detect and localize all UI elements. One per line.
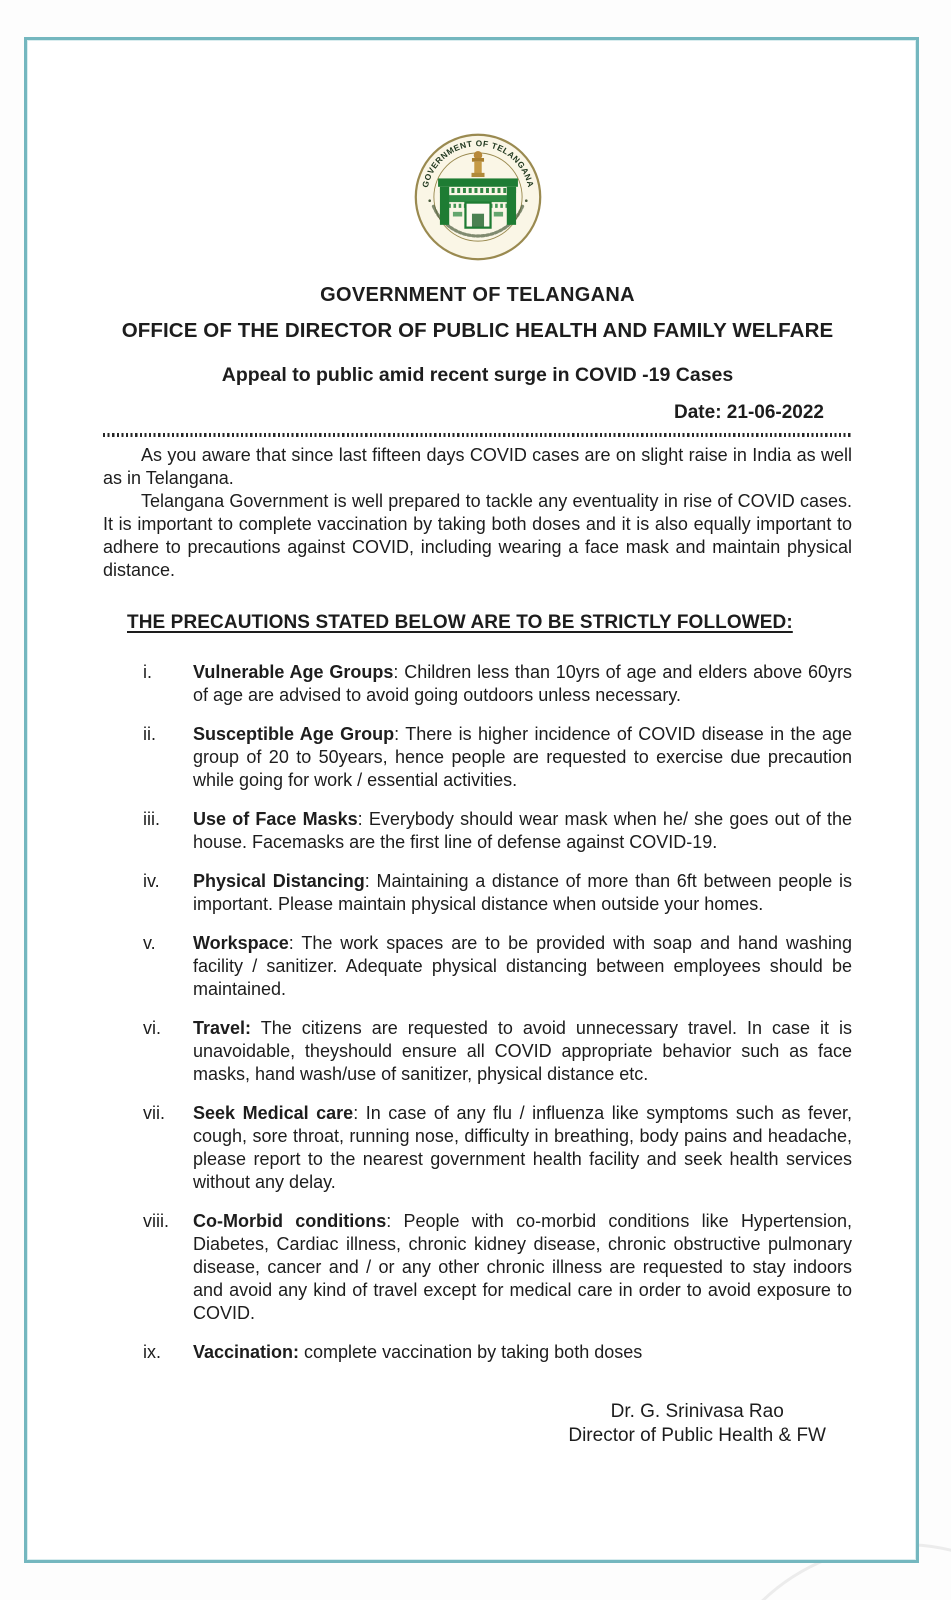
item-label: Travel:	[193, 1018, 252, 1038]
item-body: : There is higher incidence of COVID disease in the age group of 20 to 50years, hence people are requested to exercise due precaution while going for work / essential activities.	[193, 724, 852, 790]
dotted-divider	[103, 433, 852, 437]
item-label: Seek Medical care	[193, 1103, 354, 1123]
item-numeral: viii.	[143, 1211, 169, 1231]
intro-paragraph-1: As you aware that since last fifteen days COVID cases are on slight raise in India as well as in Telangana.	[103, 445, 852, 488]
item-numeral: vii.	[143, 1103, 165, 1123]
list-item-vaccination	[143, 1341, 852, 1364]
item-text	[193, 1210, 852, 1325]
item-body: : People with co-morbid conditions like Hypertension, Diabetes, Cardiac illness, chronic kidney disease, chronic obstructive pulmonary disease, cancer and / or any other chronic illness are requested to stay indoors and avoid any kind of travel except for medical care in order to avoid exposure to COVID.	[193, 1211, 852, 1323]
telangana-state-emblem-logo	[413, 132, 543, 262]
item-text	[193, 1017, 852, 1086]
item-body: : In case of any flu / influenza like symptoms such as fever, cough, sore throat, running nose, difficulty in breathing, body pains and headache, please report to the nearest government health facility and seek health services without any delay.	[193, 1103, 852, 1192]
list-item-use-of-face-masks	[143, 808, 852, 854]
office-title: OFFICE OF THE DIRECTOR OF PUBLIC HEALTH AND FAMILY WELFARE	[121, 319, 834, 342]
precautions-heading: THE PRECAUTIONS STATED BELOW ARE TO BE STRICTLY FOLLOWED:	[127, 612, 793, 633]
item-label: Vaccination:	[193, 1342, 300, 1362]
list-item-seek-medical-care	[143, 1102, 852, 1194]
list-item-susceptible-age-group	[143, 723, 852, 792]
list-item-vulnerable-age-groups	[143, 661, 852, 707]
item-text	[193, 808, 852, 854]
item-text	[193, 1341, 852, 1364]
item-numeral: iii.	[143, 809, 160, 829]
seal-svg	[413, 132, 543, 262]
item-label: Co-Morbid conditions	[193, 1211, 387, 1231]
precautions-list	[143, 661, 852, 1364]
seal-curved-text: GOVERNMENT OF TELANGANA	[419, 138, 536, 189]
item-text	[193, 1102, 852, 1194]
item-numeral: v.	[143, 933, 156, 953]
item-text	[193, 723, 852, 792]
item-label: Use of Face Masks	[193, 809, 358, 829]
document-content	[27, 40, 916, 1448]
list-item-physical-distancing	[143, 870, 852, 916]
list-item-co-morbid-conditions	[143, 1210, 852, 1325]
signature-inner	[568, 1400, 826, 1448]
date-line: Date: 21-06-2022	[674, 402, 824, 423]
item-body: : The work spaces are to be provided with soap and hand washing facility / sanitizer. Adequate physical distancing between employees should be maintained.	[193, 933, 852, 999]
item-body: : Everybody should wear mask when he/ she goes out of the house. Facemasks are the first line of defense against COVID-19.	[193, 809, 853, 852]
item-numeral: ii.	[143, 724, 156, 744]
item-body: : Children less than 10yrs of age and elders above 60yrs of age are advised to avoid going outdoors unless necessary.	[193, 662, 852, 705]
item-numeral: iv.	[143, 871, 160, 891]
item-numeral: i.	[143, 662, 152, 682]
intro-section	[103, 444, 852, 582]
subject-title: Appeal to public amid recent surge in COVID -19 Cases	[221, 364, 734, 386]
signature-block	[103, 1400, 826, 1448]
item-numeral: ix.	[143, 1342, 161, 1362]
document-border-frame	[24, 37, 919, 1563]
org-title: GOVERNMENT OF TELANGANA	[320, 284, 635, 306]
item-label: Susceptible Age Group	[193, 724, 395, 744]
list-item-travel	[143, 1017, 852, 1086]
item-body: The citizens are requested to avoid unnecessary travel. In case it is unavoidable, theyshould ensure all COVID appropriate behavior such as face masks, hand wash/use of sanitizer, physical distance etc.	[193, 1018, 852, 1084]
item-label: Vulnerable Age Groups	[193, 662, 394, 682]
item-body: complete vaccination by taking both doses	[299, 1342, 643, 1362]
signatory-designation: Director of Public Health & FW	[568, 1425, 826, 1446]
item-label: Physical Distancing	[193, 871, 365, 891]
item-text	[193, 661, 852, 707]
item-text	[193, 870, 852, 916]
item-body: : Maintaining a distance of more than 6ft between people is important. Please maintain physical distance when outside your homes.	[193, 871, 853, 914]
seal-separator-dot-left	[428, 199, 431, 202]
item-text	[193, 932, 852, 1001]
intro-paragraph-2: Telangana Government is well prepared to tackle any eventuality in rise of COVID cases. It is important to complete vaccination by taking both doses and it is also equally important to adhere to precautions against COVID, including wearing a face mask and maintain physical distance.	[103, 491, 852, 580]
item-numeral: vi.	[143, 1018, 161, 1038]
list-item-workspace	[143, 932, 852, 1001]
seal-separator-dot-right	[524, 199, 527, 202]
item-label: Workspace	[193, 933, 289, 953]
signatory-name: Dr. G. Srinivasa Rao	[610, 1401, 784, 1422]
